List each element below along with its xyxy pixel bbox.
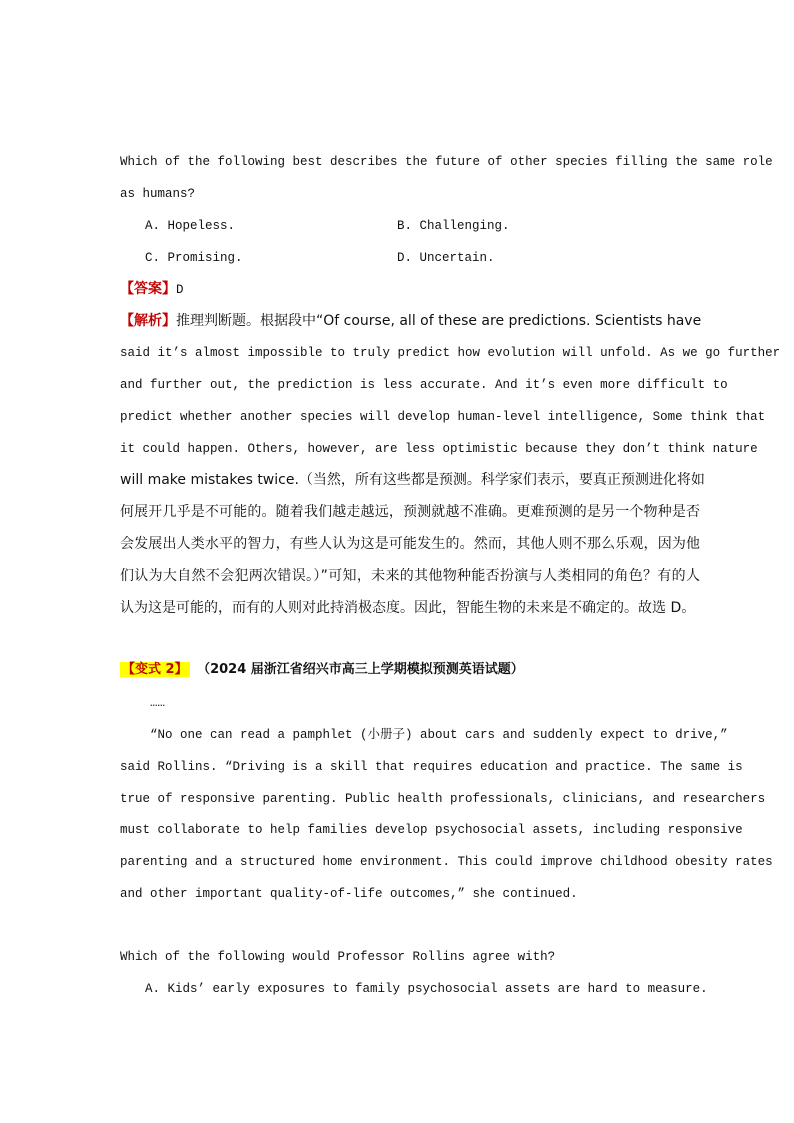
variant-header xyxy=(120,662,700,678)
answer-tag: 【答案】 xyxy=(120,281,176,297)
passage-line: “No one can read a pamphlet (小册子) about cars and suddenly expect to drive,” xyxy=(150,728,728,742)
analysis-line: 何展开几乎是不可能的。随着我们越走越远，预测就越不准确。更难预测的是另一个物种是否 xyxy=(120,504,700,520)
variant-source: （2024 届浙江省绍兴市高三上学期模拟预测英语试题） xyxy=(197,662,524,677)
passage-line: said Rollins. “Driving is a skill that requires education and practice. The same is xyxy=(120,760,743,774)
analysis-text: 推理判断题。根据段中“Of course, all of these are predictions. Scientists have xyxy=(176,313,702,329)
question-stem-line: Which of the following best describes the future of other species filling the same role xyxy=(120,155,773,169)
variant-question: Which of the following would Professor Rollins agree with? xyxy=(120,950,556,964)
option-b: B. Challenging. xyxy=(397,219,510,233)
analysis-line: and further out, the prediction is less accurate. And it’s even more difficult to xyxy=(120,378,728,392)
analysis-tag: 【解析】 xyxy=(120,313,176,329)
analysis-line: said it’s almost impossible to truly predict how evolution will unfold. As we go further xyxy=(120,346,781,360)
analysis-line: 认为这是可能的，而有的人则对此持消极态度。因此，智能生物的未来是不确定的。故选 D。 xyxy=(120,600,696,616)
option-a: A. Hopeless. xyxy=(145,219,236,233)
question-stem-line: as humans? xyxy=(120,187,196,201)
passage-line: true of responsive parenting. Public health professionals, clinicians, and researchers xyxy=(120,792,766,806)
analysis-line: 们认为大自然不会犯两次错误。）”可知，未来的其他物种能否扮演与人类相同的角色？有的人 xyxy=(120,568,700,584)
analysis-line: it could happen. Others, however, are less optimistic because they don’t think nature xyxy=(120,442,758,456)
answer-value: D xyxy=(176,283,184,297)
passage-line: and other important quality-of-life outcomes,” she continued. xyxy=(120,887,578,901)
variant-option-a: A. Kids’ early exposures to family psychosocial assets are hard to measure. xyxy=(145,982,708,996)
passage-line: parenting and a structured home environment. This could improve childhood obesity rates xyxy=(120,855,773,869)
analysis-line xyxy=(120,313,700,330)
option-c: C. Promising. xyxy=(145,251,243,265)
answer-line xyxy=(120,281,700,298)
analysis-line: will make mistakes twice.（当然，所有这些都是预测。科学家们表示，要真正预测进化将如 xyxy=(120,472,705,488)
analysis-line: 会发展出人类水平的智力，有些人认为这是可能发生的。然而，其他人则不那么乐观，因为他 xyxy=(120,536,700,552)
option-d: D. Uncertain. xyxy=(397,251,495,265)
passage-line: must collaborate to help families develop psychosocial assets, including responsive xyxy=(120,823,743,837)
variant-tag: 【变式 2】 xyxy=(122,662,188,677)
ellipsis: …… xyxy=(150,696,166,710)
analysis-line: predict whether another species will develop human-level intelligence, Some think that xyxy=(120,410,766,424)
